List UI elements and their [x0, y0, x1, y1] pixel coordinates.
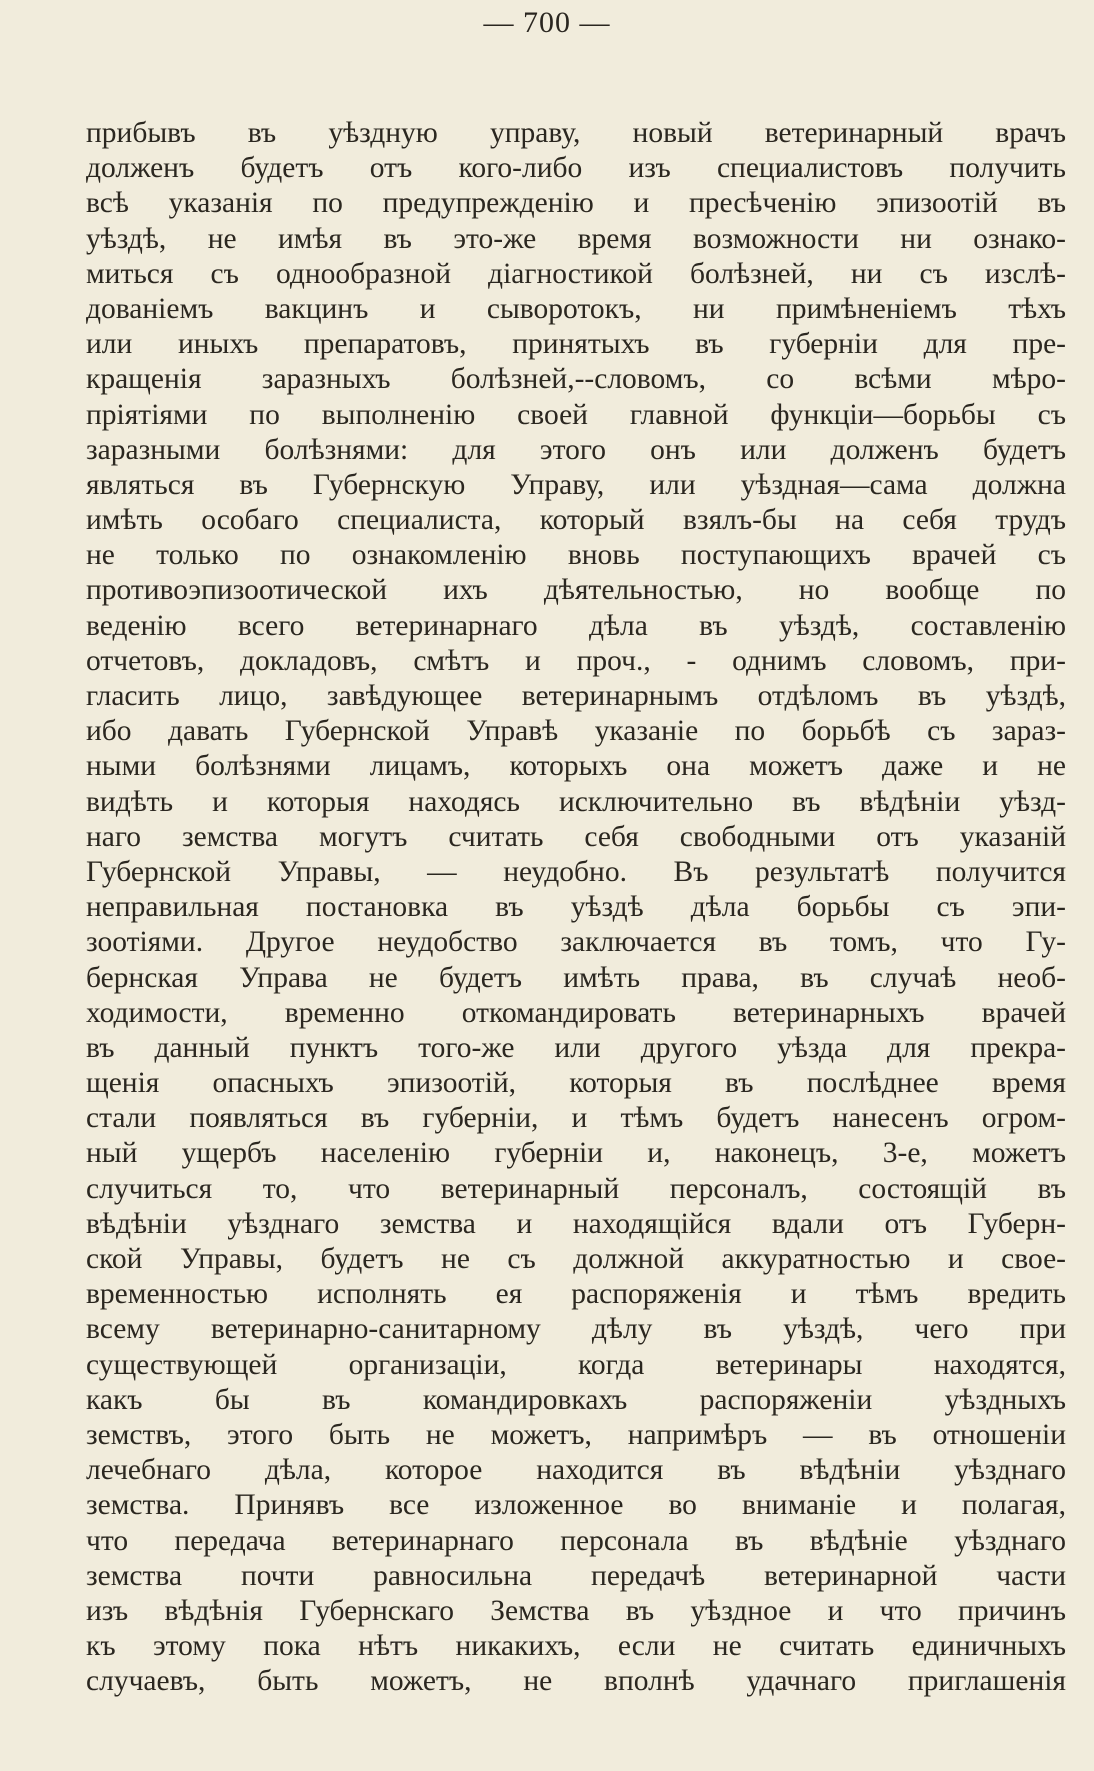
text-line: неправильная постановка въ уѣздѣ дѣла борьбы съ эпи- — [86, 891, 1066, 924]
text-line: ской Управы, будетъ не съ должной аккуратностью и свое- — [86, 1243, 1066, 1275]
text-line: стали появляться въ губерніи, и тѣмъ будетъ нанесенъ огром- — [86, 1102, 1066, 1135]
text-line: противоэпизоотической ихъ дѣятельностью, но вообще по — [86, 574, 1066, 607]
text-line: имѣть особаго специалиста, который взялъ-бы на себя трудъ — [86, 504, 1066, 537]
text-line: щенія опасныхъ эпизоотій, которыя въ послѣднее время — [86, 1067, 1066, 1100]
page-number: — 700 — — [483, 6, 611, 39]
text-line: существующей организаціи, когда ветеринары находятся, — [86, 1348, 1066, 1381]
text-line: изъ вѣдѣнія Губернскаго Земства въ уѣздное и что причинъ — [86, 1594, 1066, 1627]
text-line: прибывъ въ уѣздную управу, новый ветеринарный врачъ — [86, 117, 1066, 149]
text-line: земствъ, этого быть не можетъ, напримѣръ — въ отношеніи — [86, 1418, 1066, 1451]
text-line: Губернской Управы, — неудобно. Въ результатѣ получится — [86, 855, 1066, 888]
text-line: отчетовъ, докладовъ, смѣтъ и проч., - однимъ словомъ, при- — [86, 644, 1066, 677]
text-line: веденію всего ветеринарнаго дѣла въ уѣздѣ, составленію — [86, 609, 1066, 642]
text-line: къ этому пока нѣтъ никакихъ, если не считать единичныхъ — [86, 1630, 1066, 1663]
text-line: какъ бы въ командировкахъ распоряженіи уѣздныхъ — [86, 1383, 1066, 1416]
text-line: наго земства могутъ считать себя свободными отъ указаній — [86, 820, 1066, 853]
text-line: не только по ознакомленію вновь поступающихъ врачей съ — [86, 539, 1066, 572]
text-line: зоотіями. Другое неудобство заключается въ томъ, что Гу- — [86, 926, 1066, 959]
text-line: ный ущербъ населенію губерніи и, наконецъ, 3-е, можетъ — [86, 1137, 1066, 1170]
text-line: ибо давать Губернской Управѣ указаніе по борьбѣ съ зараз- — [86, 715, 1066, 748]
text-line: видѣть и которыя находясь исключительно въ вѣдѣніи уѣзд- — [86, 785, 1066, 818]
text-line: въ данный пунктъ того-же или другого уѣзда для прекра- — [86, 1031, 1066, 1064]
text-line: ходимости, временно откомандировать ветеринарныхъ врачей — [86, 996, 1066, 1029]
text-line: земства. Принявъ все изложенное во вниманіе и полагая, — [86, 1489, 1066, 1522]
text-line: бернская Управа не будетъ имѣть права, въ случаѣ необ- — [86, 961, 1066, 994]
text-line: всему ветеринарно-санитарному дѣлу въ уѣздѣ, чего при — [86, 1313, 1066, 1346]
text-line: долженъ будетъ отъ кого-либо изъ специалистовъ получить — [86, 152, 1066, 185]
text-line: случиться то, что ветеринарный персоналъ, состоящій въ — [86, 1172, 1066, 1205]
text-line: случаевъ, быть можетъ, не вполнѣ удачнаго приглашенія — [86, 1665, 1066, 1698]
text-line: миться съ однообразной діагностикой болѣзней, ни съ изслѣ- — [86, 257, 1066, 290]
text-line: кращенія заразныхъ болѣзней,--словомъ, со всѣми мѣро- — [86, 363, 1066, 396]
text-line: или иныхъ препаратовъ, принятыхъ въ губерніи для пре- — [86, 328, 1066, 361]
text-line: всѣ указанія по предупрежденію и пресѣченію эпизоотій въ — [86, 187, 1066, 220]
text-line: являться въ Губернскую Управу, или уѣздная—сама должна — [86, 468, 1066, 501]
text-line: пріятіями по выполненію своей главной функціи—борьбы съ — [86, 398, 1066, 431]
text-line: земства почти равносильна передачѣ ветеринарной части — [86, 1559, 1066, 1592]
text-line: временностью исполнять ея распоряженія и тѣмъ вредить — [86, 1278, 1066, 1311]
text-line: ными болѣзнями лицамъ, которыхъ она можетъ даже и не — [86, 750, 1066, 783]
text-line: уѣздѣ, не имѣя въ это-же время возможности ни ознако- — [86, 222, 1066, 255]
text-line: что передача ветеринарнаго персонала въ вѣдѣніе уѣзднаго — [86, 1524, 1066, 1557]
text-line: заразными болѣзнями: для этого онъ или долженъ будетъ — [86, 433, 1066, 466]
text-line: дованіемъ вакцинъ и сыворотокъ, ни примѣненіемъ тѣхъ — [86, 292, 1066, 325]
text-line: вѣдѣніи уѣзднаго земства и находящійся вдали отъ Губерн- — [86, 1207, 1066, 1240]
body-text — [86, 116, 1066, 1699]
text-line: лечебнаго дѣла, которое находится въ вѣдѣніи уѣзднаго — [86, 1454, 1066, 1487]
text-line: гласить лицо, завѣдующее ветеринарнымъ отдѣломъ въ уѣздѣ, — [86, 680, 1066, 712]
